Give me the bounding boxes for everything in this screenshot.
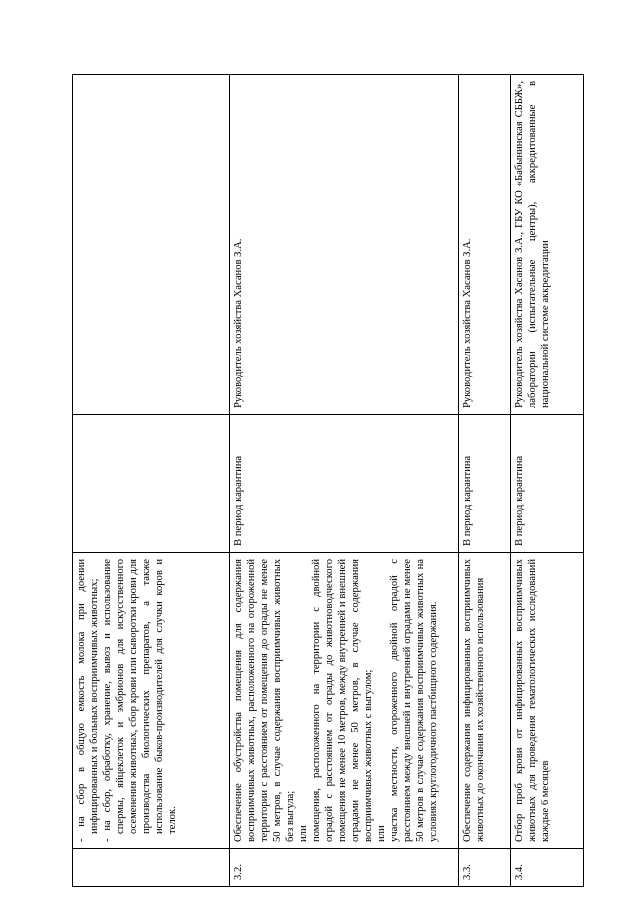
measure-cell [459, 553, 511, 849]
measure-text: помещения, расположенного на территории с двойной оградой с расстоянием от ограды до животноводческого помещения не менее 10 метров, между внутренней и внешней оградами не менее 50 метров, в случае содержания восприимчивых животных с выгулом; [311, 559, 375, 842]
row-number: 3.2. [230, 849, 459, 887]
responsible-cell: Руководитель хозяйства Хасанов З.А. [230, 75, 459, 415]
measure-text: участка местности, огороженного двойной оградой с расстоянием между внешней и внутренней оградами не менее 50 метров в случае содержания восприимчивых животных на условиях круглогодичного пастбищного содержания. [389, 559, 440, 842]
measure-cell [510, 553, 583, 849]
row-number: 3.4. [510, 849, 583, 887]
measure-text: или [376, 825, 388, 842]
term-cell: В период карантина [230, 415, 459, 553]
responsible-cell: Руководитель хозяйства Хасанов З.А. [459, 75, 511, 415]
responsible-cell: Руководитель хозяйства Хасанов З.А., ГБУ КО «Бабынинская СББЖ», лаборатории (испытательные центры), аккредитованные в национальной системе аккредитации [510, 75, 583, 415]
table-row [459, 75, 511, 887]
measure-text: - на сбор, обработку, хранение, вывоз и использование спермы, яйцеклеток и эмбрионов для искусственного осеменения животных, сбор крови или сыворотки крови для производства биологических препаратов, а также использование быков-производителей для случки коров и телок. [102, 559, 178, 842]
responsible-cell [73, 75, 230, 415]
term-cell: В период карантина [459, 415, 511, 553]
table-row [73, 75, 230, 887]
term-cell: В период карантина [510, 415, 583, 553]
measure-text: или [298, 825, 310, 842]
row-number: 3.3. [459, 849, 511, 887]
measure-text: Отбор проб крови от инфицированных восприимчивых животных для проведения гематологических исследований каждые 6 месяцев [513, 559, 551, 842]
rotated-table-sheet [72, 75, 584, 887]
measure-text: Обеспечение содержания инфицированных восприимчивых животных до окончания их хозяйственного использования [462, 559, 487, 842]
table-row [510, 75, 583, 887]
table-row [230, 75, 459, 887]
term-cell [73, 415, 230, 553]
measure-cell [73, 553, 230, 849]
measure-text: Обеспечение обустройства помещения для содержания восприимчивых животных, расположенного на огороженной территории с расстоянием от помещения до ограды не менее 50 метров, в случае содержания восприимчивых животных без выгула; [233, 559, 297, 842]
measure-cell [230, 553, 459, 849]
quarantine-measures-table [72, 74, 584, 887]
measure-text: - на сбор в общую емкость молока при доении инфицированных и больных восприимчивых животных; [76, 559, 100, 842]
row-number [73, 849, 230, 887]
